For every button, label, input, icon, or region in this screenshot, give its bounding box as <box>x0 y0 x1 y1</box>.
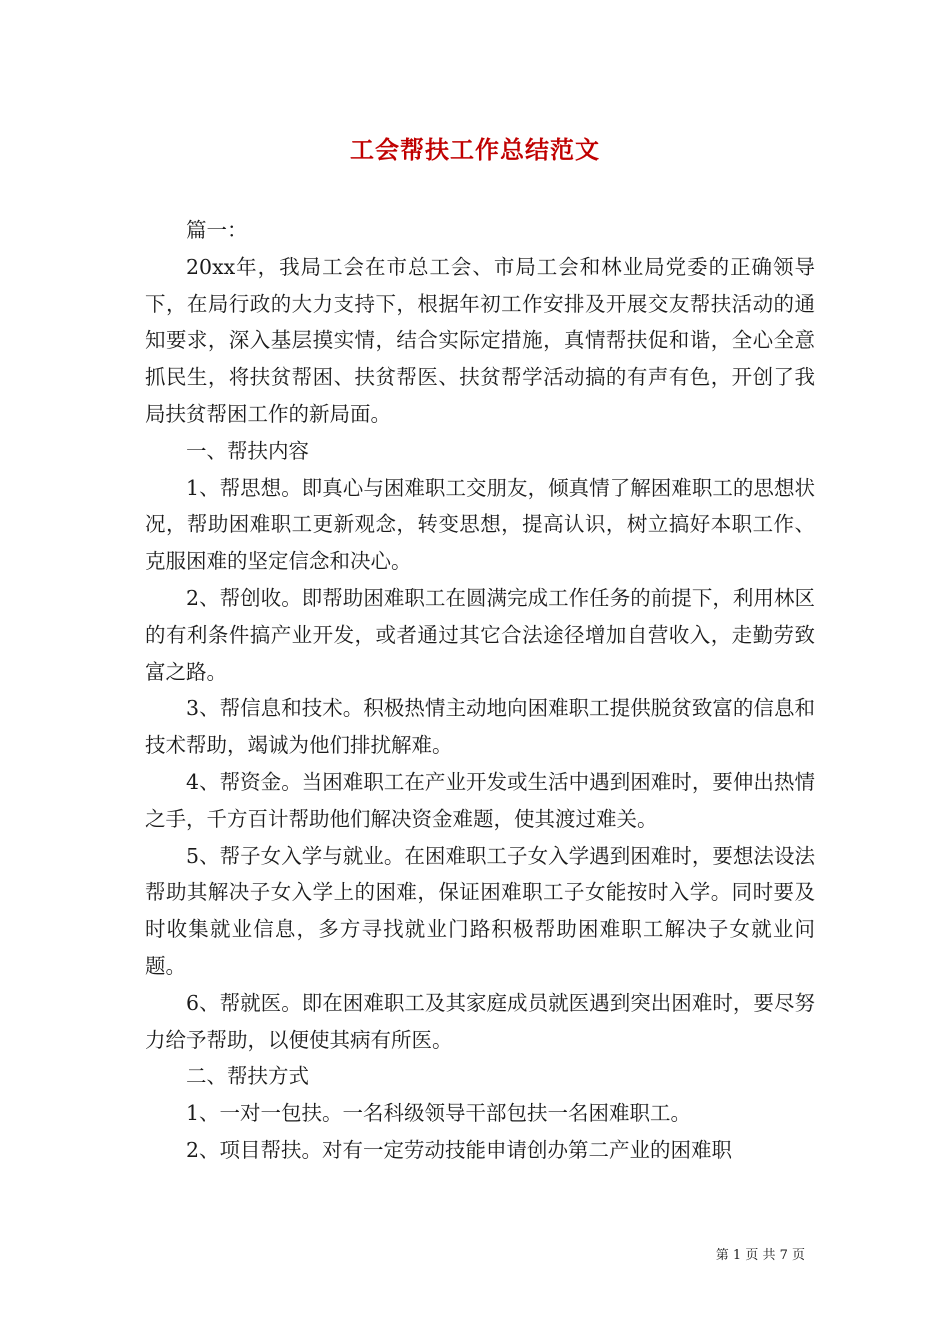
paragraph: 20xx年，我局工会在市总工会、市局工会和林业局党委的正确领导下，在局行政的大力支持下，根据年初工作安排及开展交友帮扶活动的通知要求，深入基层摸实情，结合实际定措施，真情帮扶促和谐，全心全意抓民生，将扶贫帮困、扶贫帮医、扶贫帮学活动搞的有声有色，开创了我局扶贫帮困工作的新局面。 <box>145 254 815 426</box>
document-title: 工会帮扶工作总结范文 <box>350 135 600 164</box>
paragraph: 2、帮创收。即帮助困难职工在圆满完成工作任务的前提下，利用林区的有利条件搞产业开发，或者通过其它合法途径增加自营收入，走勤劳致富之路。 <box>145 585 815 684</box>
paragraph: 篇一： <box>186 218 248 242</box>
paragraph: 1、一对一包扶。一名科级领导干部包扶一名困难职工。 <box>186 1101 692 1126</box>
section-heading: 二、帮扶方式 <box>186 1064 309 1089</box>
paragraph: 5、帮子女入学与就业。在困难职工子女入学遇到困难时，要想法设法帮助其解决子女入学上的困难，保证困难职工子女能按时入学。同时要及时收集就业信息，多方寻找就业门路积极帮助困难职工解决子女就业问题。 <box>145 843 815 978</box>
document-body <box>145 212 815 1169</box>
paragraph: 3、帮信息和技术。积极热情主动地向困难职工提供脱贫致富的信息和技术帮助，竭诚为他们排扰解难。 <box>145 696 815 758</box>
paragraph: 2、项目帮扶。对有一定劳动技能申请创办第二产业的困难职 <box>186 1137 733 1162</box>
page-number-footer: 第 1 页 共 7 页 <box>715 1248 805 1263</box>
paragraph: 1、帮思想。即真心与困难职工交朋友，倾真情了解困难职工的思想状况，帮助困难职工更新观念，转变思想，提高认识，树立搞好本职工作、克服困难的坚定信念和决心。 <box>145 475 815 574</box>
section-heading: 一、帮扶内容 <box>186 438 309 463</box>
paragraph: 6、帮就医。即在困难职工及其家庭成员就医遇到突出困难时，要尽努力给予帮助，以便使其病有所医。 <box>145 990 815 1052</box>
paragraph: 4、帮资金。当困难职工在产业开发或生活中遇到困难时，要伸出热情之手，千方百计帮助他们解决资金难题，使其渡过难关。 <box>145 769 815 831</box>
